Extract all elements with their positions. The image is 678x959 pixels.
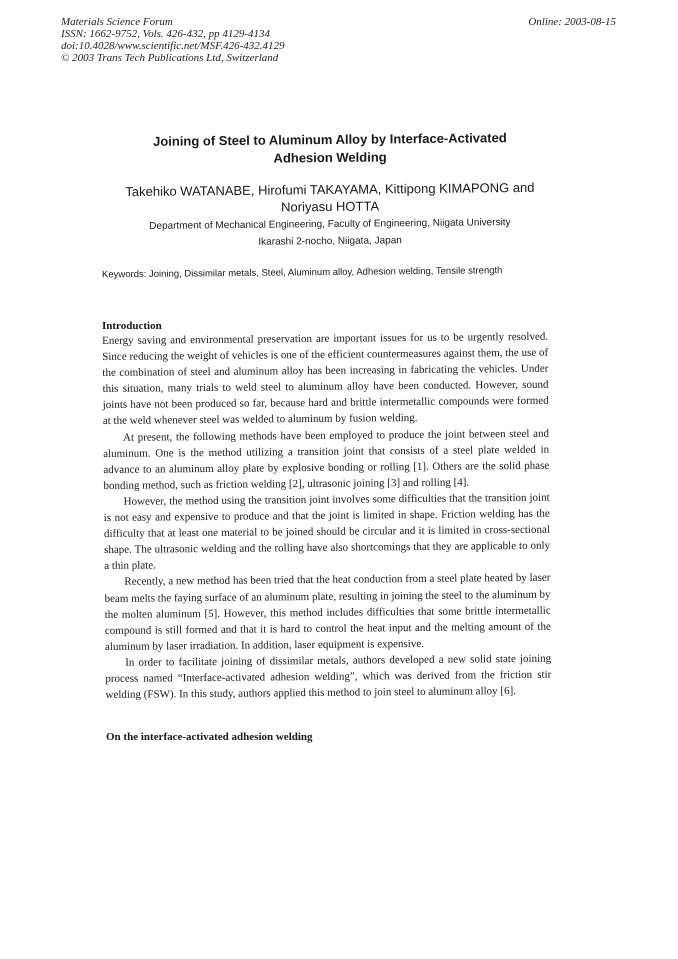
introduction-heading: Introduction <box>102 320 162 332</box>
affiliation <box>100 214 560 253</box>
section-heading-interface-activated: On the interface-activated adhesion welding <box>106 731 313 743</box>
doi-line: doi:10.4028/www.scientific.net/MSF.426-432.4129 <box>61 40 285 52</box>
title-line-1: Joining of Steel to Aluminum Alloy by Interface-Activated <box>152 130 507 149</box>
issn-line: ISSN: 1662-9752, Vols. 426-432, pp 4129-4134 <box>61 28 270 40</box>
introduction-body <box>102 329 552 703</box>
paper-title <box>120 129 540 169</box>
title-line-2: Adhesion Welding <box>273 149 387 166</box>
authors-line-2: Noriyasu HOTTA <box>281 198 380 215</box>
affiliation-line-2: Ikarashi 2-nocho, Niigata, Japan <box>258 235 402 248</box>
intro-paragraph-2: At present, the following methods have been employed to produce the joint between steel and aluminum. One is the method utilizing a transition joint that consists of a steel plate welded in advance to an aluminum alloy plate by explosive bonding or rolling [1]. Others are the solid phase bonding method, such as friction welding [2], ultrasonic joining [3] and rolling [4]. <box>103 427 550 492</box>
keywords: Keywords: Joining, Dissimilar metals, Steel, Aluminum alloy, Adhesion welding, Tensile strength <box>101 265 503 281</box>
authors-line-1: Takehiko WATANABE, Hirofumi TAKAYAMA, Kittipong KIMAPONG and <box>125 179 535 200</box>
intro-paragraph-4: Recently, a new method has been tried that the heat conduction from a steel plate heated by laser beam melts the faying surface of an aluminum plate, resulting in joining the steel to the aluminum by the molten aluminum [5]. However, this method includes difficulties that some brittle intermetallic compound is still formed and that it is hard to control the heat input and the melting amount of the aluminum by laser irradiation. In addition, laser equipment is expensive. <box>104 572 551 653</box>
journal-name: Materials Science Forum <box>61 16 173 28</box>
intro-paragraph-3: However, the method using the transition joint involves some difficulties that the transition joint is not easy and expensive to produce and that the joint is limited in shape. Friction welding has the difficulty that at least one material to be joined should be circular and it is limited in cross-sectional shape. The ultrasonic welding and the rolling have also shortcomings that they are applicable to only a thin plate. <box>103 491 551 573</box>
intro-paragraph-1: Energy saving and environmental preservation are important issues for us to be urgently resolved. Since reducing the weight of vehicles is one of the efficient countermeasures against them, the use of the combination of steel and aluminum alloy has been increasing in fabricating the vehicles. Under this situation, many trials to weld steel to aluminum alloy have been conducted. However, sound joints have not been produced so far, because hard and brittle intermetallic compounds were formed at the weld whenever steel was welded to aluminum by fusion welding. <box>102 330 549 428</box>
journal-metadata <box>61 16 285 64</box>
author-list <box>100 179 560 218</box>
copyright-line: © 2003 Trans Tech Publications Ltd, Switzerland <box>61 52 279 64</box>
intro-paragraph-5: In order to facilitate joining of dissimilar metals, authors developed a new solid state joining process named “Interface-activated adhesion welding”, which was derived from the friction stir welding (FSW). In this study, authors applied this method to join steel to aluminum alloy [6]. <box>105 652 552 702</box>
affiliation-line-1: Department of Mechanical Engineering, Faculty of Engineering, Niigata University <box>149 217 511 232</box>
online-date: Online: 2003-08-15 <box>528 16 616 28</box>
